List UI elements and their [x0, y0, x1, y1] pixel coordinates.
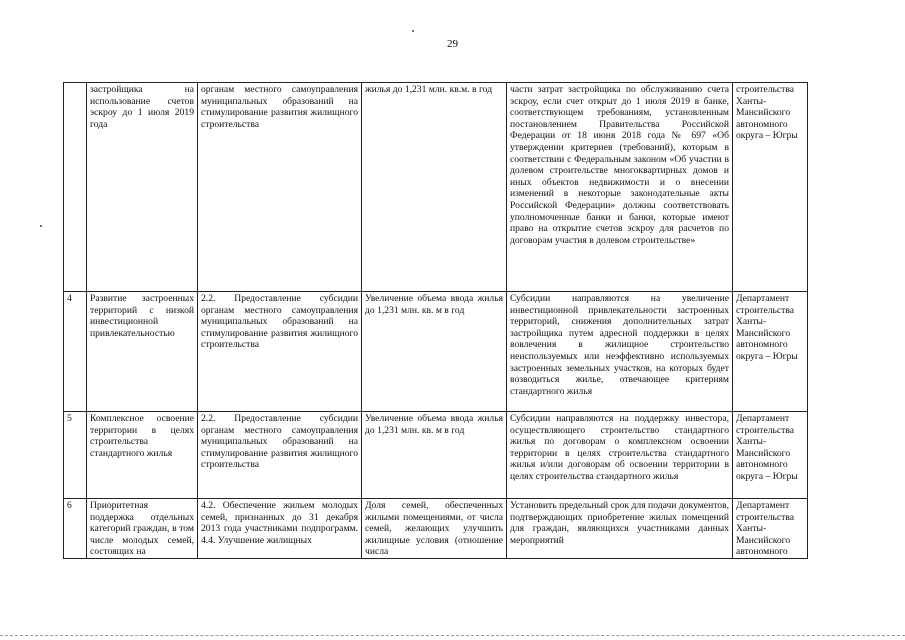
responsible-cell: Департамент строительства Ханты-Мансийского автономного округа – Югры — [733, 292, 808, 412]
description-cell: Установить предельный срок для подачи документов, подтверждающих приобретение жилых помещений для граждан, являющихся участниками данных мероприятий — [507, 499, 733, 559]
measure-cell: 2.2. Предоставление субсидии органам местного самоуправления муниципальных образований на стимулирование развития жилищного строительства — [198, 292, 362, 412]
task-cell: Развитие застроенных территорий с низкой инвестиционной привлекательностью — [87, 292, 198, 412]
responsible-cell: Департамент строительства Ханты-Мансийского автономного — [733, 499, 808, 559]
description-cell: Субсидии направляются на увеличение инвестиционной привлекательности застроенных территорий, снижения дополнительных затрат застройщика путем адресной поддержки в целях вовлечения в жилищное строительство неиспользуемых или неэффективно используемых застроенных земельных участков, на которых будет возводиться жилье, отвечающее критериям стандартного жилья — [507, 292, 733, 412]
scan-speck — [40, 225, 42, 227]
table-row — [64, 83, 808, 292]
row-number: 5 — [64, 412, 87, 499]
responsible-cell: Департамент строительства Ханты-Мансийского автономного округа – Югры — [733, 412, 808, 499]
measure-cell: органам местного самоуправления муниципальных образований на стимулирование развития жилищного строительства — [198, 83, 362, 292]
task-cell: застройщика на использование счетов эскроу до 1 июля 2019 года — [87, 83, 198, 292]
indicator-cell: жилья до 1,231 млн. кв.м. в год — [362, 83, 507, 292]
page-number: 29 — [447, 38, 458, 50]
description-cell: Субсидии направляются на поддержку инвестора, осуществляющего строительство стандартного жилья по договорам о комплексном освоении территории в целях строительства стандартного жилья и/или договорам об освоении территории в целях строительства стандартного жилья — [507, 412, 733, 499]
description-cell: части затрат застройщика по обслуживанию счета эскроу, если счет открыт до 1 июля 2019 в банке, соответствующем требованиям, установленным постановлением Правительства Российской Федерации от 18 июня 2018 года № 697 «Об утверждении критериев (требований), которым в соответствии с Федеральным законом «Об участии в долевом строительстве многоквартирных домов и иных объектов недвижимости и о внесении изменений в некоторые законодательные акты Российской Федерации» должны соответствовать уполномоченные банки и банки, которые имеют право на открытие счетов эскроу для расчетов по договорам участия в долевом строительстве» — [507, 83, 733, 292]
row-number — [64, 83, 87, 292]
table-row — [64, 292, 808, 412]
measure-cell: 4.2. Обеспечение жильем молодых семей, признанных до 31 декабря 2013 года участниками подпрограмм. 4.4. Улучшение жилищных — [198, 499, 362, 559]
indicator-cell: Доля семей, обеспеченных жилыми помещениями, от числа семей, желающих улучшить жилищные условия (отношение числа — [362, 499, 507, 559]
indicator-cell: Увеличение объема ввода жилья до 1,231 млн. кв. м в год — [362, 412, 507, 499]
scan-edge-line — [0, 635, 905, 636]
measure-cell: 2.2. Предоставление субсидии органам местного самоуправления муниципальных образований на стимулирование развития жилищного строительства — [198, 412, 362, 499]
row-number: 4 — [64, 292, 87, 412]
table-row — [64, 499, 808, 559]
task-cell: Приоритетная поддержка отдельных категорий граждан, в том числе молодых семей, состоящих на — [87, 499, 198, 559]
indicator-cell: Увеличение объема ввода жилья до 1,231 млн. кв. м в год — [362, 292, 507, 412]
task-cell: Комплексное освоение территории в целях строительства стандартного жилья — [87, 412, 198, 499]
row-number: 6 — [64, 499, 87, 559]
table-row — [64, 412, 808, 499]
program-measures-table — [63, 82, 808, 559]
responsible-cell: строительства Ханты-Мансийского автономного округа – Югры — [733, 83, 808, 292]
scan-speck — [412, 30, 414, 32]
